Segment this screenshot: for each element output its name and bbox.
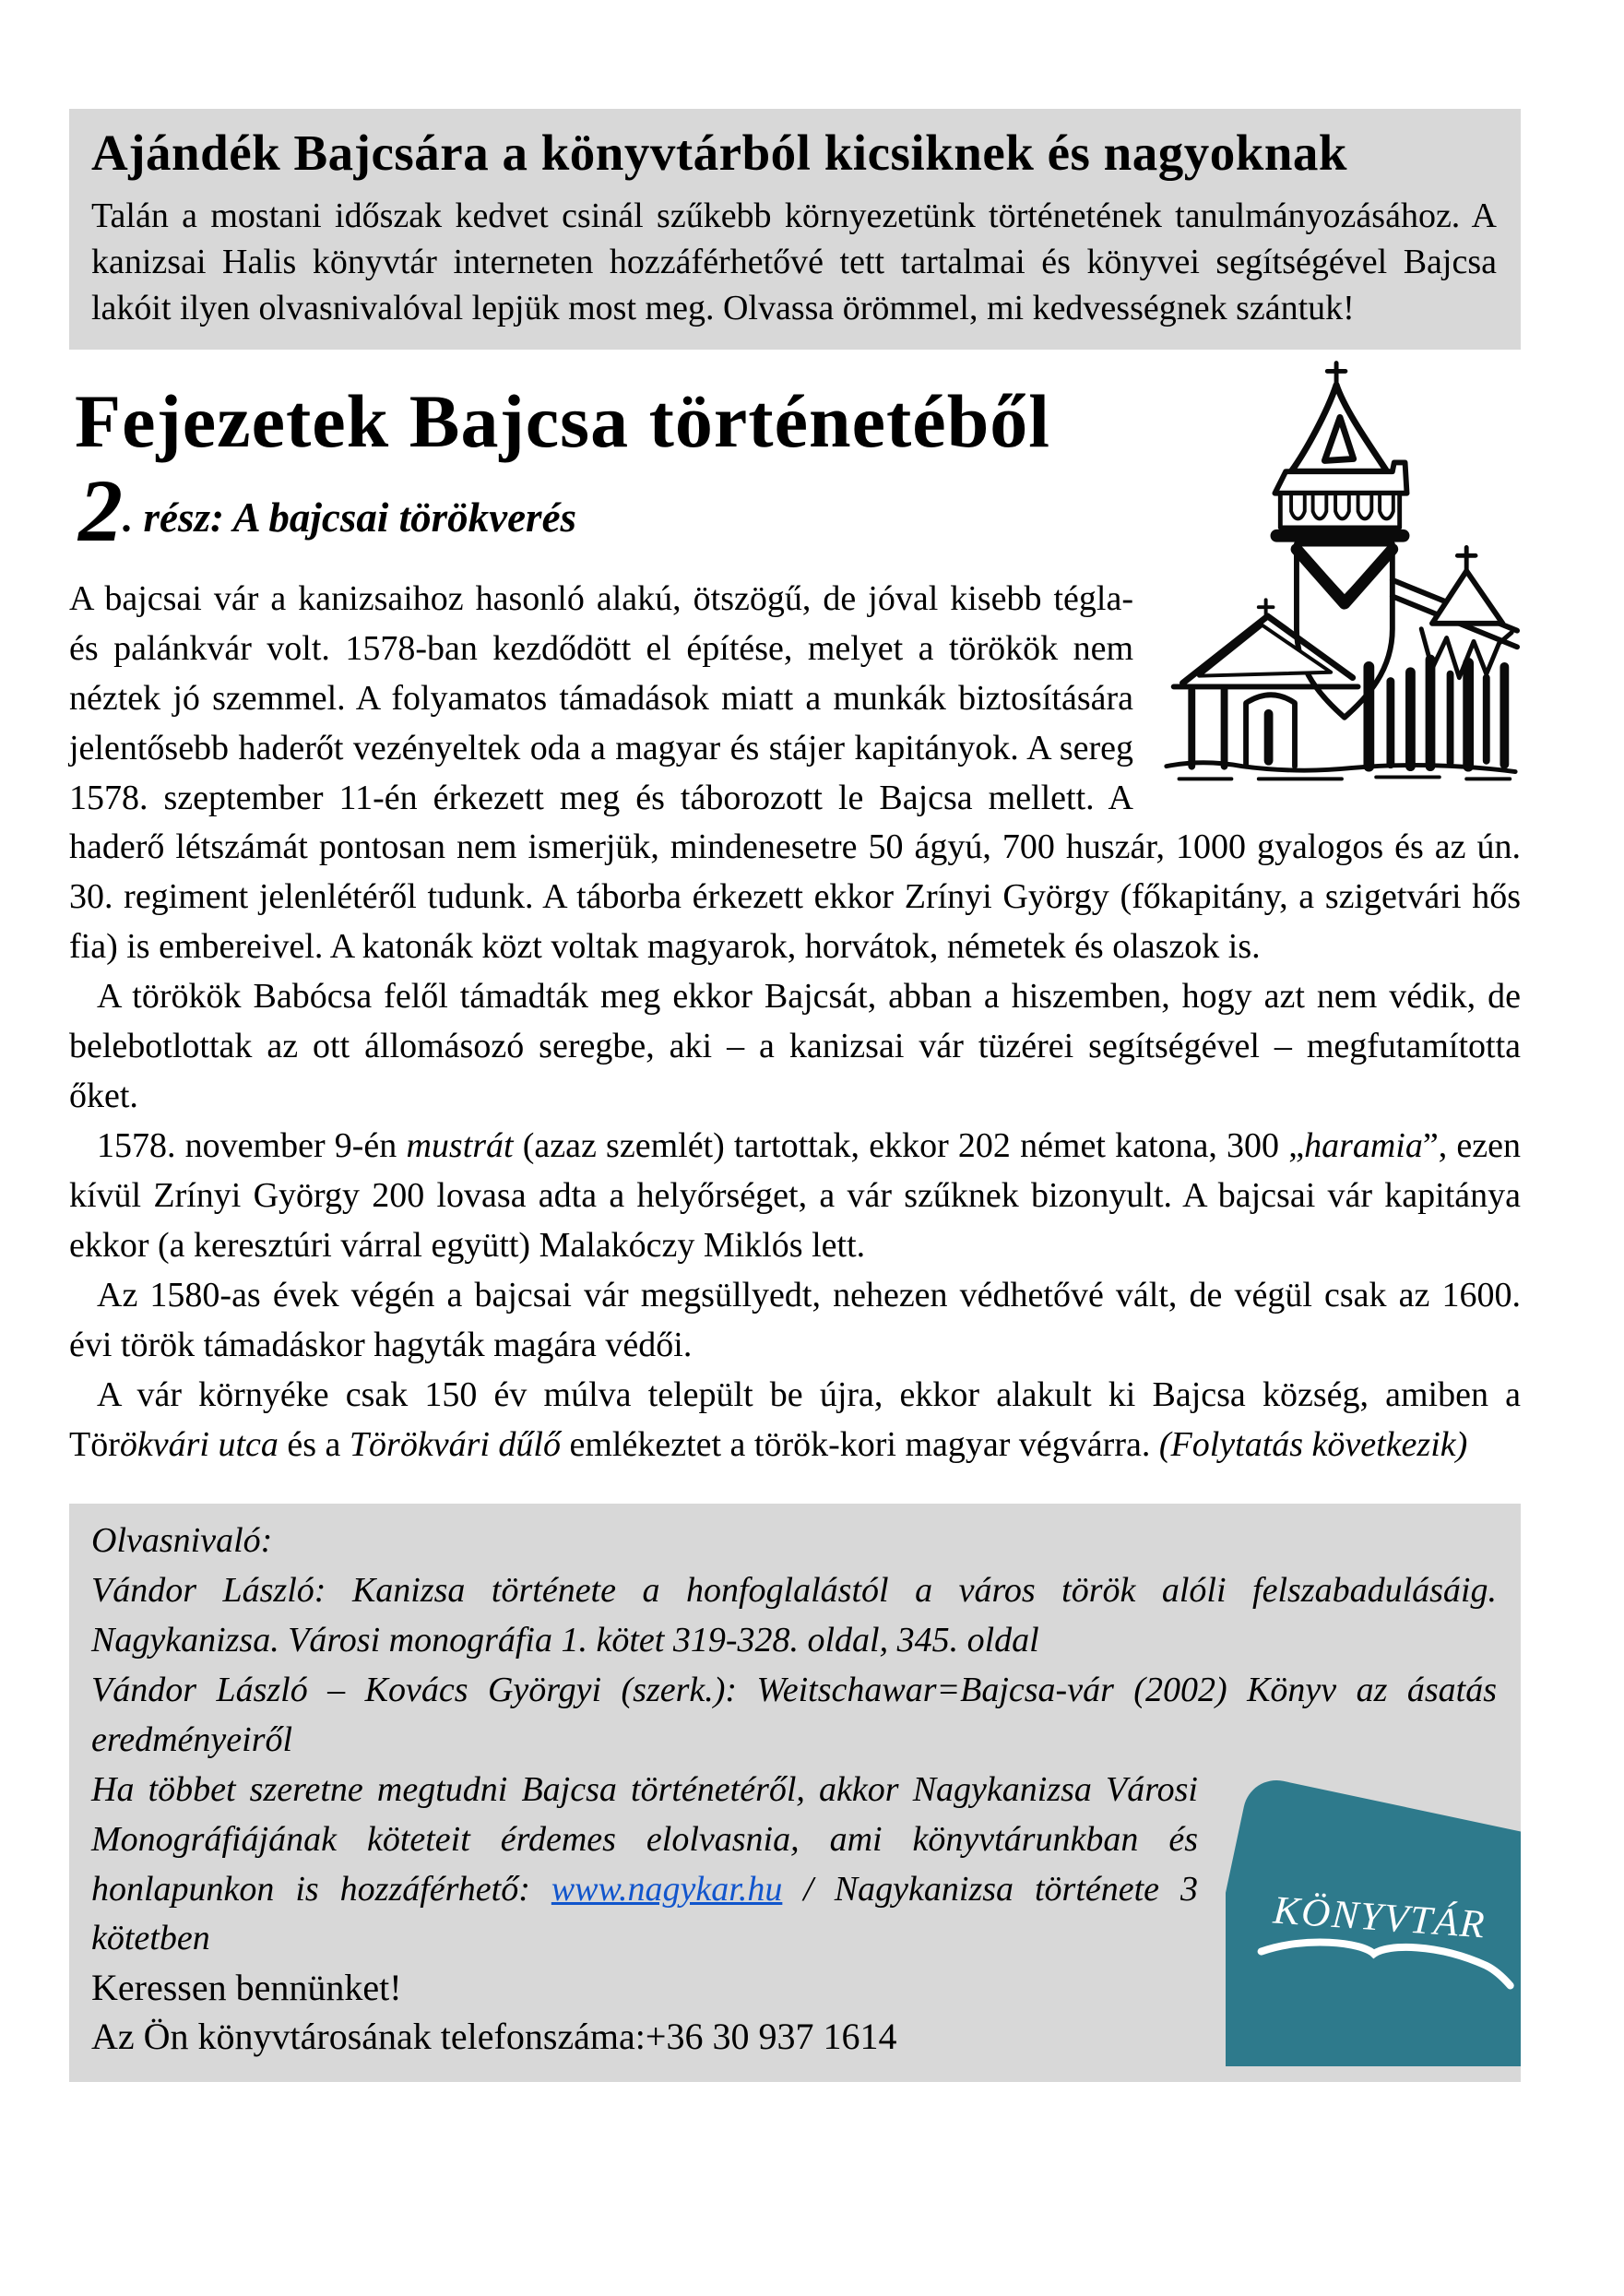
italic-run: Törökvári dűlő bbox=[349, 1424, 561, 1464]
part-number: 2 bbox=[78, 460, 123, 560]
italic-run: (Folytatás következik) bbox=[1158, 1424, 1468, 1464]
article-paragraph bbox=[69, 1271, 1521, 1371]
text-run: A bajcsai vár a kanizsaihoz hasonló alakú, ötszögű, de jóval kisebb tégla- és palánkvár volt. 1578-ban kezdődött el építése, melyet a törökök nem néztek jó szemmel. A folyamatos támadások miatt a munkák biztosítására jelentősebb haderőt vezényeltek oda a magyar és stájer kapitányok. A sereg 1578. szeptember 11-én érkezett meg és táborozott le Bajcsa mellett. A haderő létszámát pontosan nem ismerjük, mindenesetre 50 ágyú, 700 huszár, 1000 gyalogos és az ún. 30. regiment jelenlétéről tudunk. A táborba érkezett ekkor Zrínyi György (főkapitány, a szigetvári hős fia) is embereivel. A katonák közt voltak magyarok, horvátok, németek és olaszok is. bbox=[69, 578, 1521, 967]
church-line-drawing-icon bbox=[1159, 355, 1521, 785]
reading-more-info bbox=[91, 1766, 1198, 1965]
italic-run: mustrát bbox=[406, 1126, 514, 1166]
reference-item: Vándor László: Kanizsa története a honfoglalástól a város török alóli felszabadulásáig. Nagykanizsa. Városi monográfia 1. kötet 319-328. oldal, 345. oldal bbox=[91, 1570, 1497, 1660]
reading-label: Olvasnivaló: bbox=[91, 1520, 273, 1560]
text-run: A törökök Babócsa felől támadták meg ekkor Bajcsát, abban a hiszemben, hogy azt nem védik, de belebotlottak az ott állomásozó seregbe, aki – a kanizsai vár tüzérei segítségével – megfutamította őket. bbox=[69, 977, 1521, 1116]
italic-run: haramia bbox=[1304, 1126, 1423, 1166]
library-logo-text: KÖNYVTÁR bbox=[1272, 1888, 1488, 1947]
intro-box bbox=[69, 109, 1521, 350]
article-paragraph bbox=[69, 1122, 1521, 1271]
reference-item: Vándor László – Kovács Györgyi (szerk.): Weitschawar=Bajcsa-vár (2002) Könyv az ásatás eredményeiről bbox=[91, 1670, 1497, 1759]
find-us-text: Keressen bennünket! bbox=[91, 1967, 402, 2009]
article-paragraph bbox=[69, 1371, 1521, 1470]
nagykar-link[interactable]: www.nagykar.hu bbox=[551, 1869, 783, 1909]
text-run: emlékeztet a török-kori magyar végvárra. bbox=[560, 1424, 1159, 1464]
text-run: ”, ezen kívül Zrínyi György 200 lovasa adta a helyőrséget, a vár szűknek bizonyult. A bajcsai vár kapitánya ekkor (a keresztúri várral együtt) Malakóczy Miklós lett. bbox=[69, 1126, 1522, 1266]
text-run: Ha többet szeretne megtudni Bajcsa történetéről, akkor Nagykanizsa Városi Monográfiájának köteteit érdemes elolvasnia, ami könyvtárunkban és honlapunkon is hozzáférhető: bbox=[91, 1769, 1198, 1909]
intro-paragraph: Talán a mostani időszak kedvet csinál szűkebb környezetünk történetének tanulmányozásához. A kanizsai Halis könyvtár interneten hozzáférhetővé tett tartalmai és könyvei segítségével Bajcsa lakóit ilyen olvasnivalóval lepjük most meg. Olvassa örömmel, mi kedvességnek szántuk! bbox=[91, 196, 1497, 328]
phone-number: Az Ön könyvtárosának telefonszáma:+36 30 937 1614 bbox=[91, 2016, 897, 2058]
article-heading: Fejezetek Bajcsa történetéből bbox=[75, 379, 1051, 464]
text-run: (azaz szemlét) tartottak, ekkor 202 német katona, 300 „ bbox=[513, 1126, 1305, 1166]
text-run: A vár környéke csak 150 év múlva települt be újra, ekkor alakult ki Bajcsa község, amiben a Tör bbox=[69, 1374, 1521, 1464]
text-run: Az 1580-as évek végén a bajcsai vár megsüllyedt, nehezen védhetővé vált, de végül csak az 1600. évi török támadáskor hagyták magára védői. bbox=[69, 1276, 1521, 1364]
article-paragraph bbox=[69, 972, 1521, 1122]
italic-run: ökvári utca bbox=[119, 1424, 279, 1464]
reading-box bbox=[69, 1504, 1521, 2082]
text-run: / Nagykanizsa története 3 kötetben bbox=[91, 1869, 1198, 1958]
church-illustration bbox=[1159, 355, 1521, 785]
intro-title: Ajándék Bajcsára a könyvtárból kicsiknek és nagyoknak bbox=[91, 125, 1348, 181]
library-logo bbox=[1226, 1762, 1521, 2082]
text-run: és a bbox=[278, 1424, 350, 1464]
text-run: 1578. november 9-én bbox=[97, 1126, 407, 1166]
subtitle-text: . rész: A bajcsai törökverés bbox=[123, 494, 577, 541]
article bbox=[69, 381, 1521, 1470]
